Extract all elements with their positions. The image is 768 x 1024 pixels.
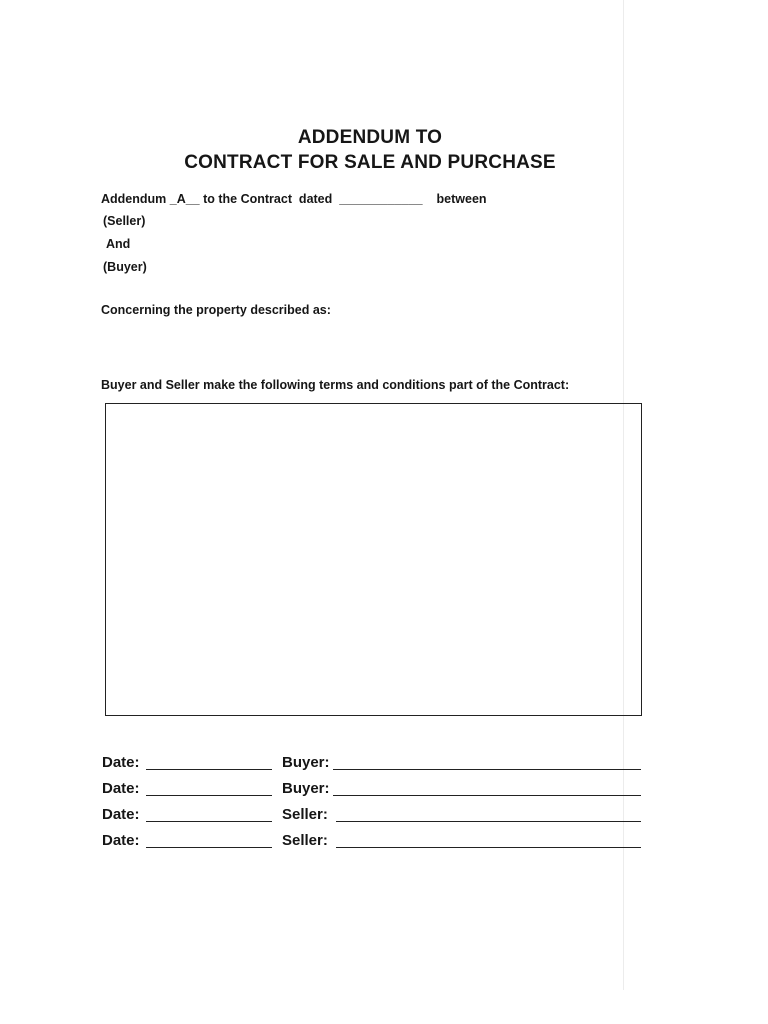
seller-label: (Seller) <box>103 214 146 228</box>
signature-field[interactable] <box>336 821 641 822</box>
party-label: Seller: <box>282 806 328 823</box>
signature-field[interactable] <box>333 795 641 796</box>
date-field[interactable] <box>146 847 272 848</box>
date-label: Date: <box>102 754 140 771</box>
date-label: Date: <box>102 832 140 849</box>
signature-row <box>102 806 647 828</box>
addendum-intro-line: Addendum _A__ to the Contract dated ____________ between <box>101 192 487 206</box>
and-label: And <box>106 237 131 251</box>
date-field[interactable] <box>146 769 272 770</box>
signature-row <box>102 832 647 854</box>
document-title-line-1: ADDENDUM TO <box>297 127 443 148</box>
date-label: Date: <box>102 806 140 823</box>
party-label: Seller: <box>282 832 328 849</box>
signature-field[interactable] <box>333 769 641 770</box>
party-label: Buyer: <box>282 754 330 771</box>
terms-label: Buyer and Seller make the following terms and conditions part of the Contract: <box>101 378 570 392</box>
date-field[interactable] <box>146 821 272 822</box>
terms-conditions-box[interactable] <box>105 403 642 716</box>
property-label: Concerning the property described as: <box>101 303 331 317</box>
party-label: Buyer: <box>282 780 330 797</box>
document-title-line-2: CONTRACT FOR SALE AND PURCHASE <box>184 152 556 173</box>
date-field[interactable] <box>146 795 272 796</box>
buyer-label: (Buyer) <box>103 260 147 274</box>
signature-field[interactable] <box>336 847 641 848</box>
signature-row <box>102 754 647 776</box>
date-label: Date: <box>102 780 140 797</box>
signature-row <box>102 780 647 802</box>
